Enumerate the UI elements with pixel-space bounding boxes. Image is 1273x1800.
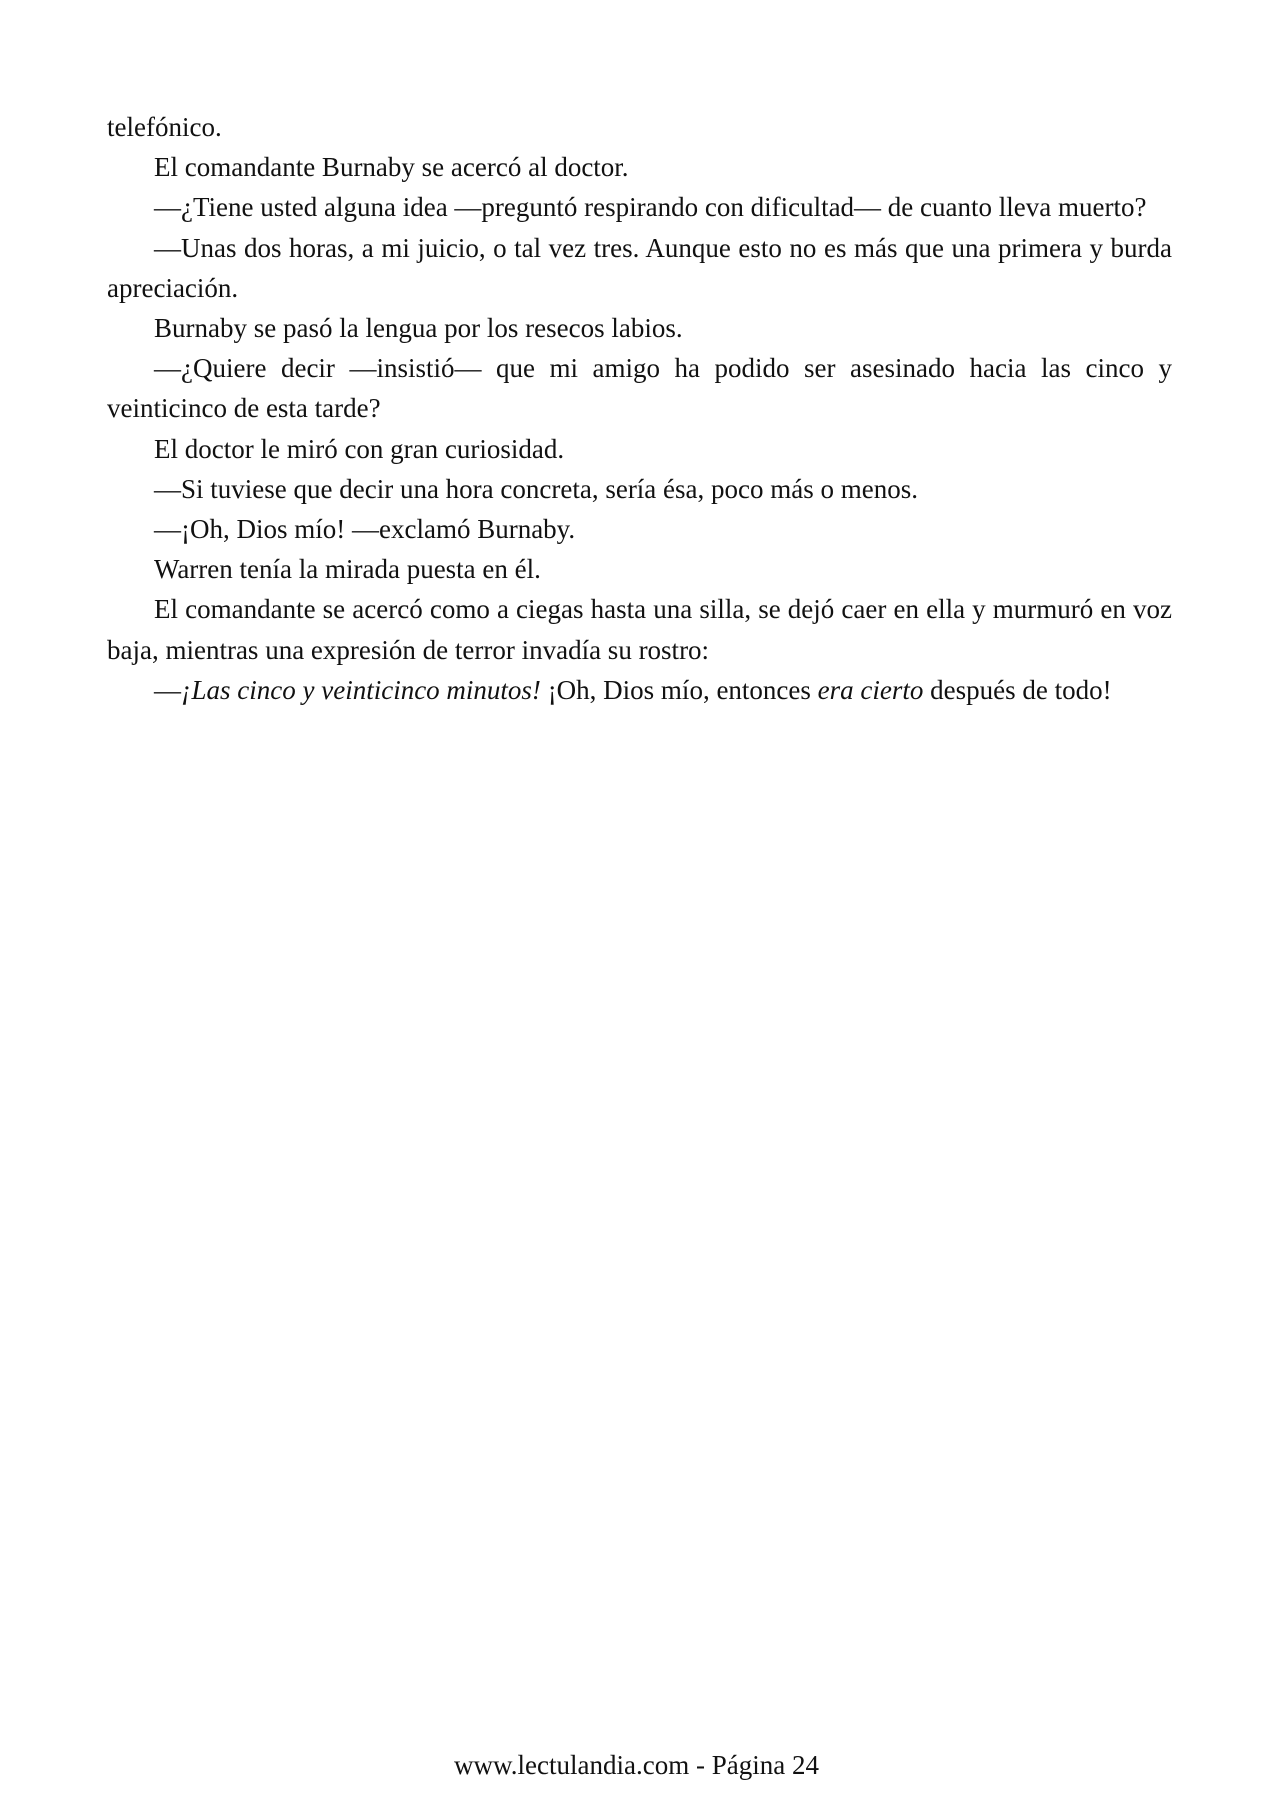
paragraph: El comandante Burnaby se acercó al doctor. — [154, 152, 629, 183]
paragraph: —Si tuviese que decir una hora concreta, sería ésa, poco más o menos. — [154, 473, 918, 504]
text: ¡Oh, Dios mío, entonces — [540, 674, 818, 705]
paragraph: El comandante se acercó como a ciegas hasta una silla, se dejó caer en ella y murmuró en voz baja, mientras una expresión de terror invadía su rostro: — [107, 594, 1172, 665]
italic-text: era cierto — [817, 674, 924, 705]
paragraph: —¿Quiere decir —insistió— que mi amigo ha podido ser asesinado hacia las cinco y veinticinco de esta tarde? — [107, 353, 1172, 424]
page-footer: www.lectulandia.com - Página 24 — [454, 1750, 819, 1780]
paragraph: telefónico. — [107, 112, 222, 142]
dash: — — [154, 674, 181, 705]
paragraph: —¿Tiene usted alguna idea —preguntó respirando con dificultad— de cuanto lleva muerto? — [154, 192, 1147, 223]
paragraph: —¡Oh, Dios mío! —exclamó Burnaby. — [154, 514, 576, 545]
page-body — [107, 107, 1172, 710]
paragraph: El doctor le miró con gran curiosidad. — [154, 433, 565, 464]
paragraph: Warren tenía la mirada puesta en él. — [154, 554, 541, 585]
italic-text: ¡Las cinco y veinticinco minutos! — [181, 674, 541, 705]
paragraph: Burnaby se pasó la lengua por los resecos labios. — [154, 313, 683, 344]
paragraph: —Unas dos horas, a mi juicio, o tal vez tres. Aunque esto no es más que una primera y burda apreciación. — [107, 232, 1172, 303]
last-paragraph — [107, 670, 1172, 710]
text: después de todo! — [923, 674, 1112, 705]
